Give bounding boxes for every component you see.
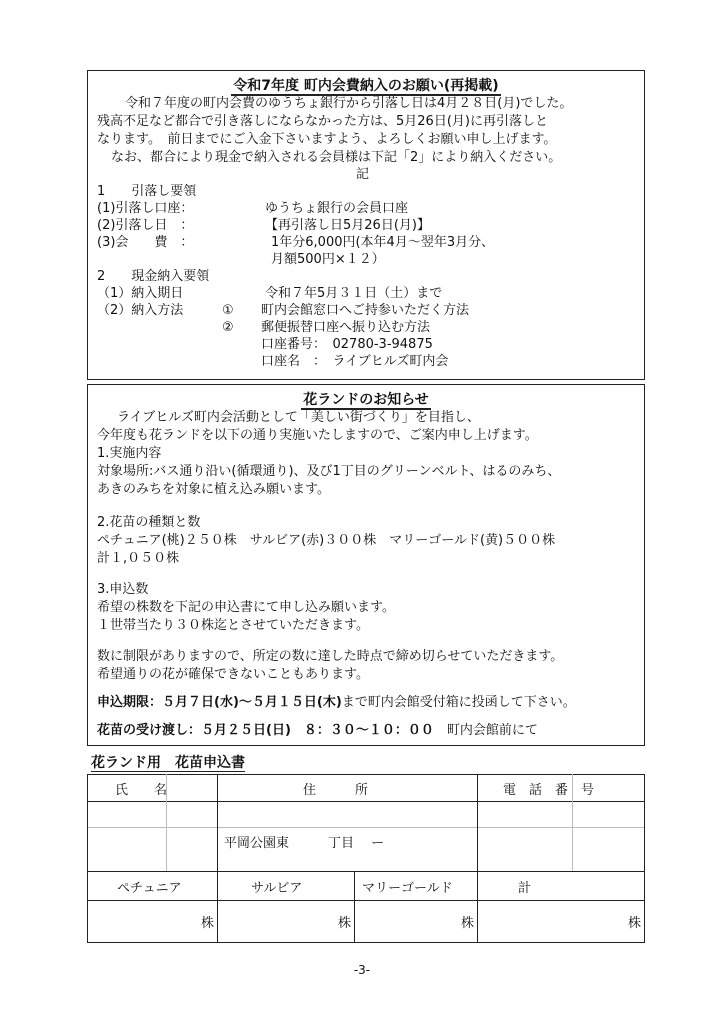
cash-payment-heading: 2 現金納入要領 — [97, 269, 210, 284]
application-form-title: 花ランド用 花苗申込書 — [91, 755, 245, 771]
flower-intro-line-1: ライブヒルズ町内会活動として「美しい街づくり」を目指し、 — [117, 410, 480, 425]
salvia-unit: 株 — [338, 916, 352, 931]
limit-line-1: 数に制限がありますので、所定の数に達した時点で締め切らせていただきます。 — [97, 649, 564, 664]
withdrawal-heading: 1 引落し要領 — [97, 184, 197, 199]
delivery-rest: 町内会館前にて — [446, 723, 538, 738]
application-count-heading: 3.申込数 — [97, 582, 149, 597]
flower-types-heading: 2.花苗の種類と数 — [97, 515, 201, 530]
method-2-number: ② — [222, 320, 234, 335]
payment-method-label: （2）納入方法 — [97, 303, 184, 318]
method-1-text: 町内会館窓口へご持参いただく方法 — [261, 303, 470, 318]
ki-label: 記 — [356, 167, 370, 182]
flower-types-line-2: 計１,０５０株 — [97, 551, 180, 566]
fee-notice-line-4: なお、都合により現金で納入される会員様は下記「2」により納入ください。 — [111, 150, 562, 165]
fee-notice-line-1: 令和７年度の町内会費のゆうちょ銀行から引落し日は4月２８日(月)でした。 — [125, 96, 573, 111]
total-header: 計 — [518, 881, 532, 896]
implementation-line-2: あきのみちを対象に植え込み願います。 — [97, 482, 330, 497]
flower-types-line-1: ペチュニア(桃)２５０株 サルビア(赤)３００株 マリーゴールド(黄)５００株 — [97, 533, 556, 548]
payment-deadline-label: （1）納入期日 — [97, 286, 184, 301]
table-rule — [644, 774, 645, 943]
deadline-rest: まで町内会館受付箱に投函して下さい。 — [341, 695, 576, 710]
fee-value-line2: 月額500円×１２） — [271, 252, 385, 267]
address-column-header: 住 所 — [303, 783, 369, 798]
petunia-quantity-field[interactable] — [87, 901, 217, 942]
petunia-header: ペチュニア — [117, 881, 182, 896]
table-rule — [87, 871, 645, 872]
phone-column-header: 電 話 番 号 — [503, 783, 595, 798]
membership-fee-notice-box — [87, 70, 645, 380]
salvia-quantity-field[interactable] — [218, 901, 354, 942]
withdrawal-date-value: 【再引落し日5月26日(月)】 — [265, 218, 430, 233]
flower-intro-line-2: 今年度も花ランドを以下の通り実施いたしますので、ご案内申し上げます。 — [97, 428, 538, 443]
deadline-label: 申込期限：５月７日(水)～５月１５日(木) — [97, 695, 342, 710]
payment-deadline-value: 令和７年5月３１日（土）まで — [265, 286, 443, 301]
marigold-quantity-field[interactable] — [355, 901, 477, 942]
withdrawal-account-value: ゆうちょ銀行の会員口座 — [265, 201, 409, 216]
address-prefill: 平岡公園東 丁目 ー — [224, 836, 385, 851]
method-1-number: ① — [222, 303, 234, 318]
implementation-heading: 1.実施内容 — [97, 446, 162, 461]
fee-notice-title: 令和7年度 町内会費納入のお願い(再掲載) — [233, 78, 499, 94]
application-count-line-2: １世帯当たり３０株迄とさせていただきます。 — [97, 618, 369, 633]
marigold-header: マリーゴールド — [362, 881, 453, 896]
delivery-label: 花苗の受け渡し：５月２５日(日) ８：３０～１０：００ — [97, 723, 434, 738]
limit-line-2: 希望通りの花が確保できないこともあります。 — [97, 667, 369, 682]
marigold-unit: 株 — [461, 916, 475, 931]
application-form-table — [87, 774, 645, 943]
application-count-line-1: 希望の株数を下記の申込書にて申し込み願います。 — [97, 600, 395, 615]
total-unit: 株 — [628, 916, 642, 931]
deadline-line — [97, 694, 576, 711]
method-2-text: 郵便振替口座へ振り込む方法 — [261, 320, 431, 335]
name-field[interactable] — [87, 801, 217, 871]
total-quantity-field[interactable] — [478, 901, 644, 942]
withdrawal-date-label: (2)引落し日 ： — [97, 218, 194, 233]
delivery-line — [97, 722, 538, 739]
petunia-unit: 株 — [201, 916, 215, 931]
table-rule — [87, 942, 645, 943]
account-number: 口座番号： 02780-3-94875 — [261, 337, 433, 352]
fee-value: 1年分6,000円(本年4月～翌年3月分、 — [271, 235, 495, 250]
page-number: -3- — [353, 963, 371, 977]
flower-notice-title: 花ランドのお知らせ — [303, 392, 429, 408]
fee-notice-line-3: なります。 前日までにご入金下さいますよう、よろしくお願い申し上げます。 — [97, 132, 557, 147]
phone-field[interactable] — [478, 801, 644, 871]
withdrawal-account-label: (1)引落し口座： — [97, 201, 194, 216]
implementation-line-1: 対象場所:バス通り沿い(循環通り)、及び1丁目のグリーンベルト、はるのみち、 — [97, 464, 561, 479]
table-rule — [87, 774, 645, 775]
salvia-header: サルビア — [251, 881, 303, 896]
name-column-header: 氏 名 — [115, 783, 168, 798]
fee-notice-line-2: 残高不足など都合で引き落しにならなかった方は、5月26日(月)に再引落しと — [97, 114, 548, 129]
fee-label: (3)会 費 ： — [97, 235, 194, 250]
flower-land-notice-box — [87, 384, 645, 746]
account-name: 口座名 ： ライブヒルズ町内会 — [261, 354, 449, 369]
